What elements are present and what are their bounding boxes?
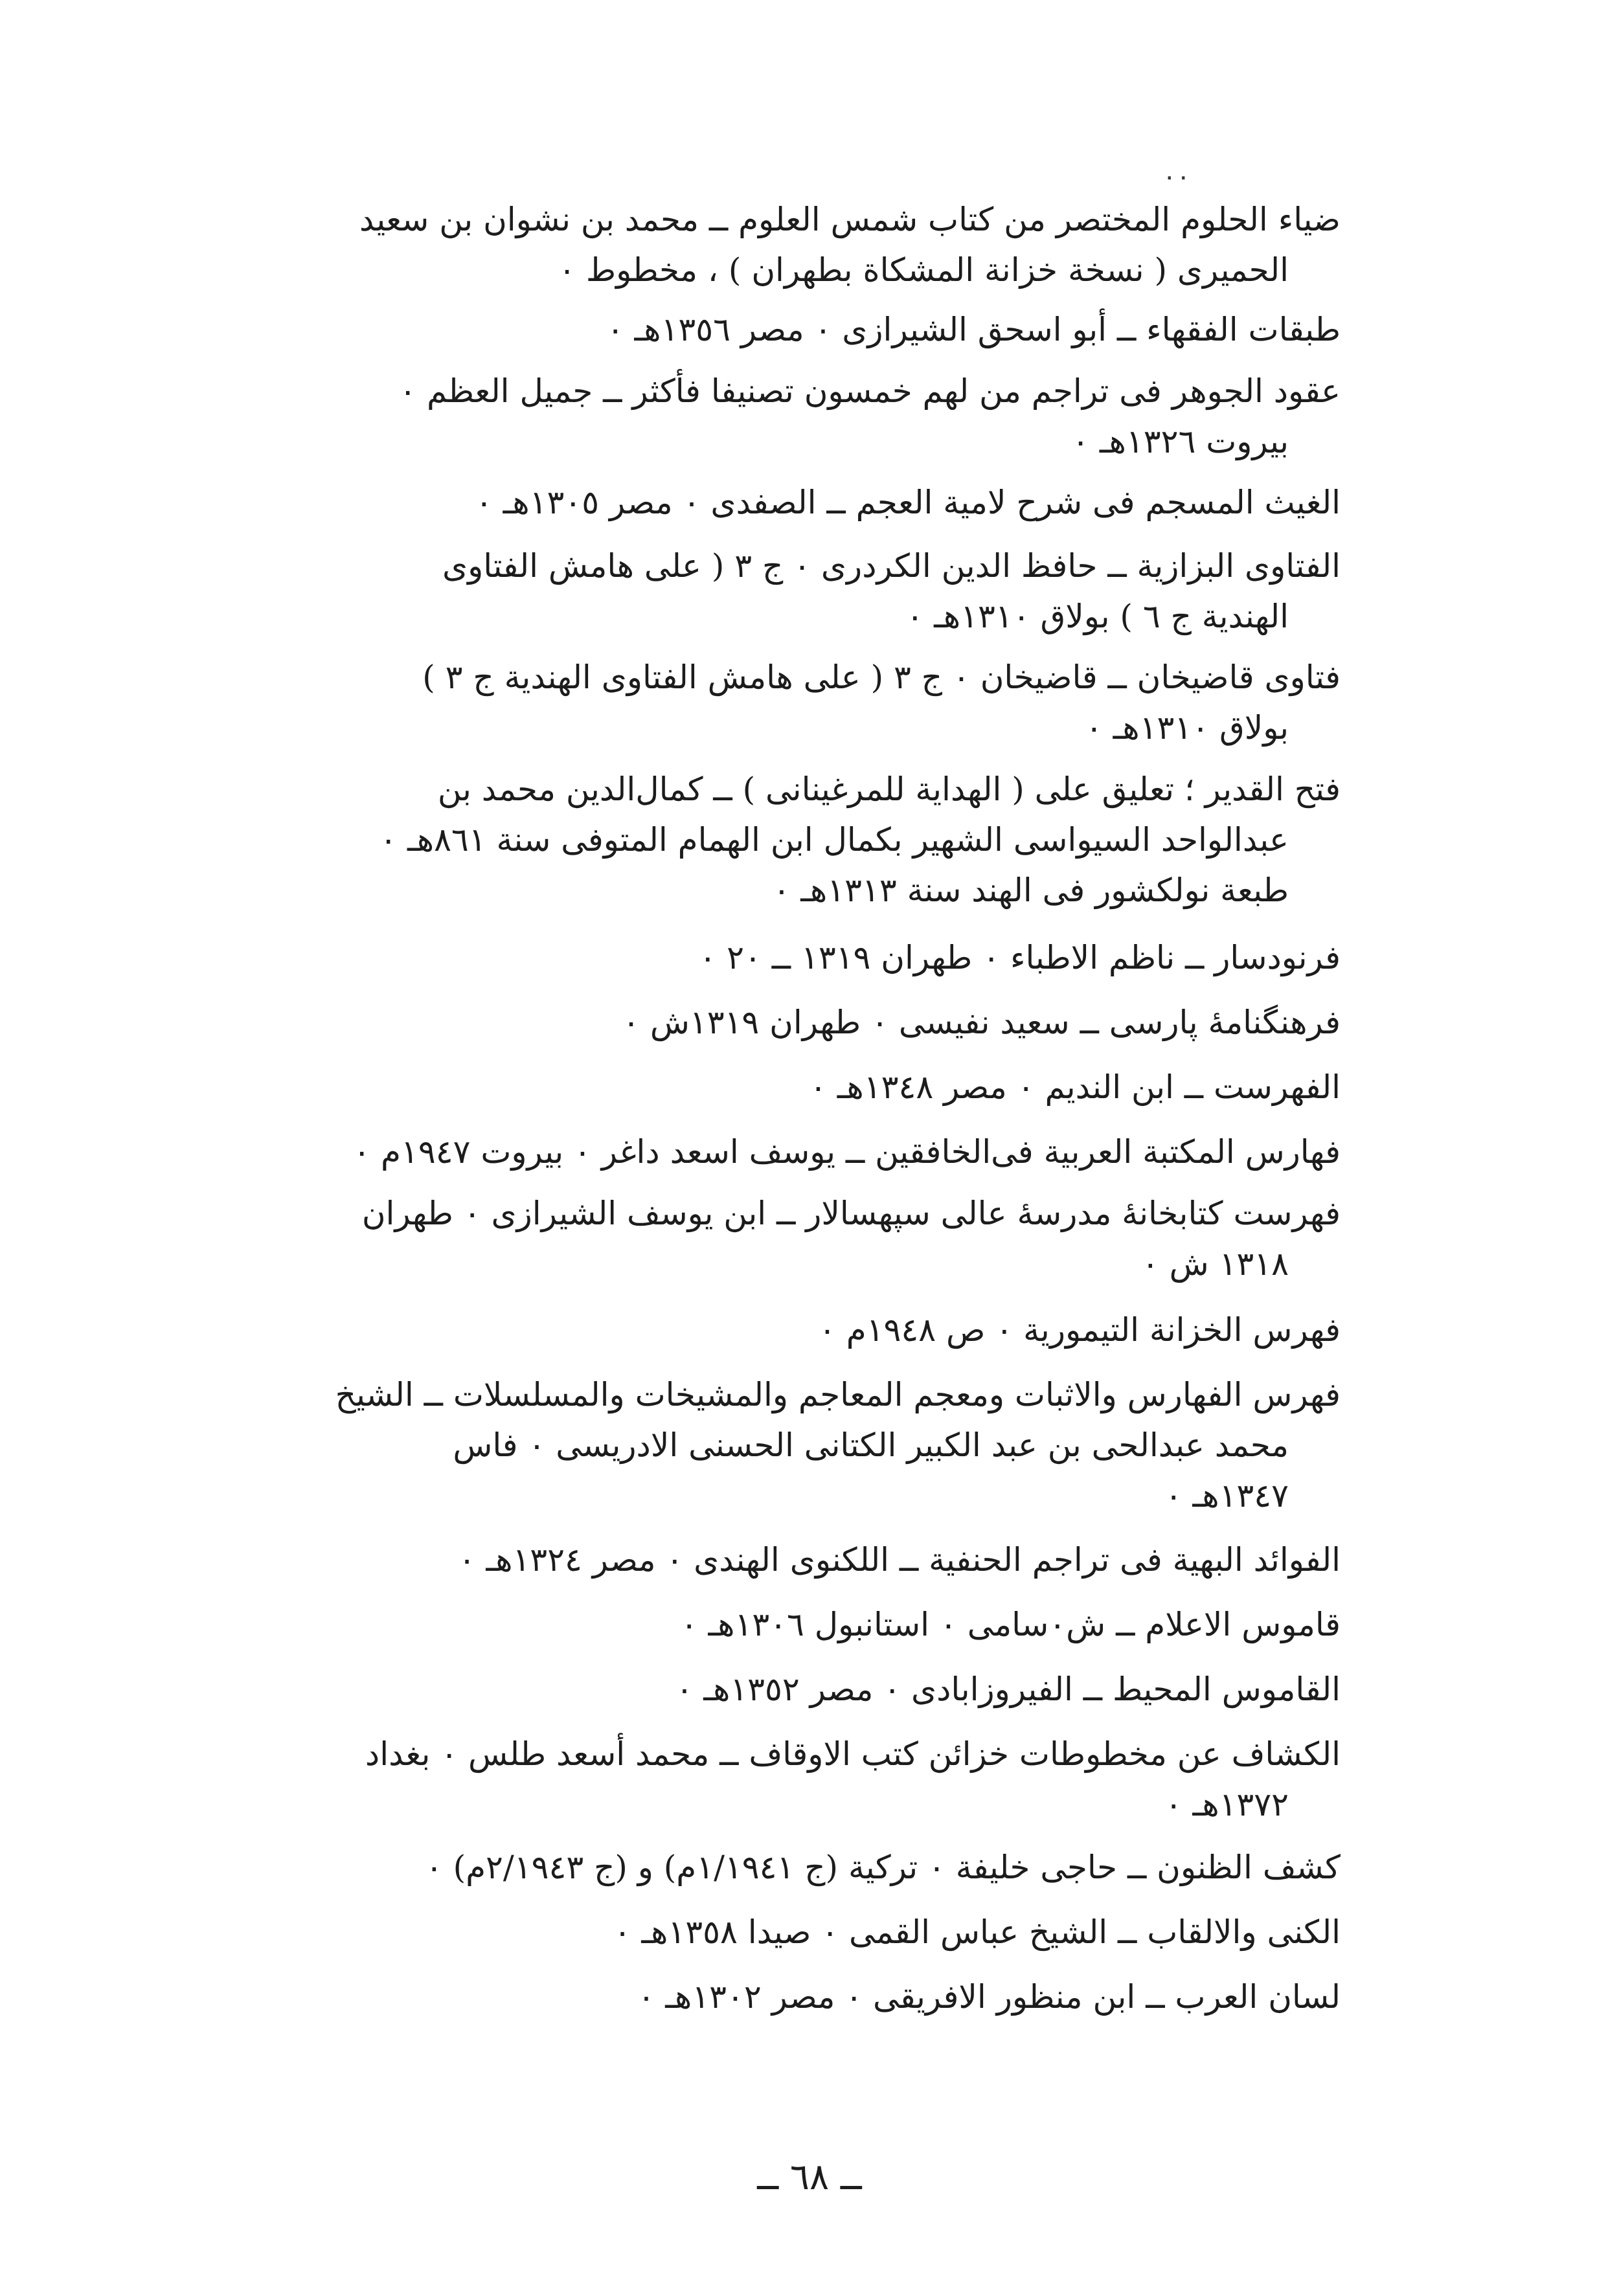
- entry-line: فرنودسار ــ ناظم الاطباء ٠ طهران ١٣١٩ ــ ٢٠ ٠: [699, 939, 1341, 976]
- bibliography-entry: [272, 1535, 1341, 1585]
- entry-line: بيروت ١٣٢٦هـ ٠: [1072, 423, 1289, 460]
- entry-line: ١٣٤٧هـ ٠: [1164, 1477, 1289, 1514]
- bibliography-entry: [272, 541, 1341, 642]
- bibliography-entry: [272, 1842, 1341, 1893]
- entry-line: محمد عبدالحى بن عبد الكبير الكتانى الحسنى الادريسى ٠ فاس: [453, 1426, 1289, 1464]
- bibliography-entry: [272, 1305, 1341, 1355]
- bibliography-entry: [272, 1664, 1341, 1715]
- entry-line: ١٣٧٢هـ ٠: [1164, 1786, 1289, 1823]
- page-number: ــ ٦٨ ــ: [757, 2156, 862, 2198]
- bibliography-entry: [272, 477, 1341, 528]
- bibliography-entry: [272, 1127, 1341, 1177]
- entry-line: طبعة نولكشور فى الهند سنة ١٣١٣هـ ٠: [773, 872, 1289, 909]
- entry-line: طبقات الفقهاء ــ أبو اسحق الشيرازى ٠ مصر ١٣٥٦هـ ٠: [606, 311, 1341, 348]
- bibliography-entry: [272, 764, 1341, 916]
- entry-line: الهندية ج ٦ ) بولاق ١٣١٠هـ ٠: [906, 598, 1289, 635]
- entry-line: لسان العرب ــ ابن منظور الافريقى ٠ مصر ١٣٠٢هـ ٠: [637, 1978, 1341, 2016]
- entry-line: فتح القدير ؛ تعليق على ( الهداية للمرغينانى ) ــ كمال‌الدين محمد بن: [437, 771, 1341, 808]
- bibliography-entry: [272, 1907, 1341, 1957]
- bibliography-entry: [272, 997, 1341, 1048]
- entry-line: ضياء الحلوم المختصر من كتاب شمس العلوم ــ محمد بن نشوان بن سعيد: [359, 201, 1341, 238]
- entry-line: عقود الجوهر فى تراجم من لهم خمسون تصنيفا فأكثر ــ جميل العظم ٠: [399, 372, 1341, 410]
- entry-line: القاموس المحيط ــ الفيروزابادى ٠ مصر ١٣٥٢هـ ٠: [675, 1671, 1341, 1708]
- entry-line: فتاوى قاضيخان ــ قاضيخان ٠ ج ٣ ( على هامش الفتاوى الهندية ج ٣ ): [422, 658, 1341, 696]
- entry-line: الفتاوى البزازية ــ حافظ الدين الكردرى ٠ ج ٣ ( على هامش الفتاوى: [442, 547, 1341, 585]
- entry-line: الغيث المسجم فى شرح لامية العجم ــ الصفدى ٠ مصر ١٣٠٥هـ ٠: [475, 484, 1341, 521]
- entry-line: الفهرست ــ ابن النديم ٠ مصر ١٣٤٨هـ ٠: [809, 1068, 1341, 1106]
- bibliography-entry: [272, 304, 1341, 355]
- bibliography-entry: [272, 1369, 1341, 1521]
- entry-line: فهرست كتابخانهٔ مدرسهٔ عالى سپهسالار ــ ابن يوسف الشيرازى ٠ طهران: [361, 1195, 1341, 1232]
- bibliography-entry: [272, 366, 1341, 467]
- bibliography-entry: [272, 1062, 1341, 1112]
- entry-line: الكشاف عن مخطوطات خزائن كتب الاوقاف ــ محمد أسعد طلس ٠ بغداد: [365, 1735, 1341, 1773]
- bibliography-entry: [272, 652, 1341, 753]
- entry-line: ١٣١٨ ش ٠: [1141, 1245, 1289, 1283]
- entry-line: الكنى والالقاب ــ الشيخ عباس القمى ٠ صيدا ١٣٥٨هـ ٠: [613, 1913, 1341, 1951]
- entry-line: الحميرى ( نسخة خزانة المشكاة بطهران ) ، مخطوط ٠: [558, 251, 1289, 289]
- entry-line: الفوائد البهية فى تراجم الحنفية ــ اللكنوى الهندى ٠ مصر ١٣٢٤هـ ٠: [458, 1541, 1341, 1579]
- entry-line: كشف الظنون ــ حاجى خليفة ٠ تركية (ج ١/١٩٤١م) و (ج ٢/١٩٤٣م) ٠: [425, 1849, 1341, 1886]
- entry-line: فهرس الفهارس والاثبات ومعجم المعاجم والمشيخات والمسلسلات ــ الشيخ: [335, 1376, 1341, 1413]
- page-mark: ٠٠: [1162, 162, 1190, 192]
- bibliography-entry: [272, 1188, 1341, 1289]
- bibliography-entry: [272, 932, 1341, 983]
- entry-line: فهرس الخزانة التيمورية ٠ ص ١٩٤٨م ٠: [818, 1311, 1341, 1349]
- entry-line: قاموس الاعلام ــ ش٠سامى ٠ استانبول ١٣٠٦هـ ٠: [680, 1606, 1341, 1643]
- entry-line: فهارس المكتبة العربية فى‌الخافقين ــ يوسف اسعد داغر ٠ بيروت ١٩٤٧م ٠: [353, 1133, 1341, 1171]
- bibliography-entry: [272, 1599, 1341, 1650]
- bibliography-entry: [272, 1729, 1341, 1830]
- bibliography-entry: [272, 194, 1341, 295]
- bibliography-entry: [272, 1972, 1341, 2022]
- entry-line: بولاق ١٣١٠هـ ٠: [1085, 709, 1289, 747]
- entry-line: فرهنگنامهٔ پارسى ــ سعيد نفيسى ٠ طهران ١٣١٩ش ٠: [622, 1004, 1341, 1041]
- entry-line: عبدالواحد السيواسى الشهير بكمال ابن الهمام المتوفى سنة ٨٦١هـ ٠: [379, 821, 1289, 859]
